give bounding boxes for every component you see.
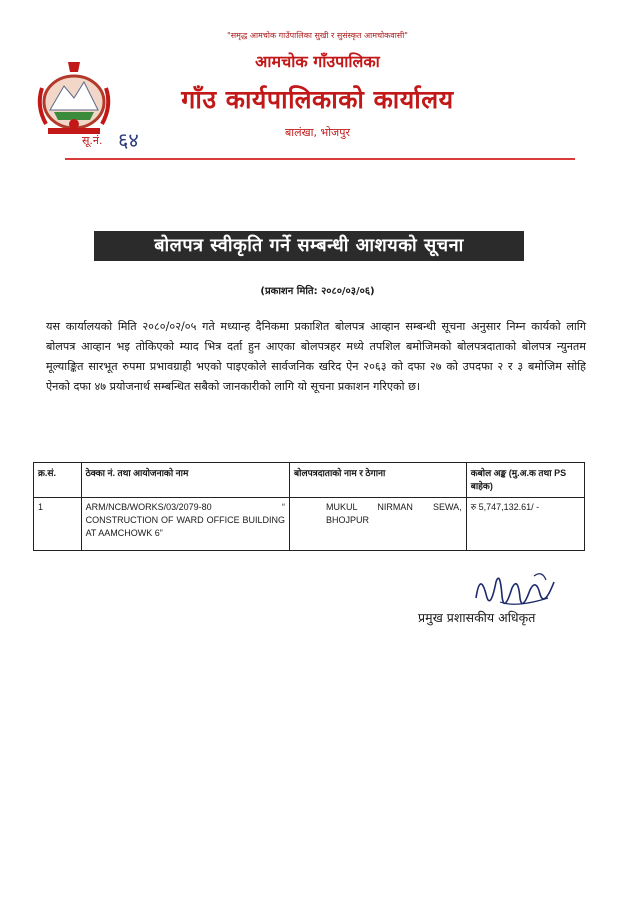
reference-label: सू.नं. bbox=[82, 134, 103, 147]
contract-cell bbox=[81, 498, 289, 551]
office-motto: "समृद्ध आमचोक गाउँपालिका सुखी र सुसंस्कृत आमचोकवासी" bbox=[227, 31, 408, 40]
office-name: आमचोक गाँउपालिका bbox=[255, 52, 380, 71]
bidder-cell bbox=[290, 498, 467, 551]
office-title: गाँउ कार्यपालिकाको कार्यालय bbox=[181, 85, 454, 114]
amount-cell: रु 5,747,132.61/ - bbox=[466, 498, 584, 551]
bidder-name: MUKUL NIRMAN SEWA, BHOJPUR bbox=[326, 502, 462, 525]
signatory-designation: प्रमुख प्रशासकीय अधिकृत bbox=[418, 610, 536, 625]
notice-heading: बोलपत्र स्वीकृति गर्ने सम्बन्धी आशयको सूचना bbox=[94, 231, 524, 261]
office-address: बालंखा, भोजपुर bbox=[285, 126, 350, 139]
notice-body: यस कार्यालयको मिति २०८०/०२/०५ गते मध्यान्ह दैनिकमा प्रकाशित बोलपत्र आव्हान सम्बन्धी सूचना अनुसार निम्न कार्यको लागि बोलपत्र आव्हान भइ तोकिएको म्याद भित्र दर्ता हुन आएका बोलपत्रहर मध्ये तपशिल बमोजिमको बोलपत्रदाताको बोलपत्र न्युनतम मूल्याङ्कित सारभूत रुपमा प्रभावग्राही भएको पाइएकोले सार्वजनिक खरिद ऐन २०६३ को दफा २७ को उपदफा २ र ३ बमोजिम सोहि ऐनको दफा ४७ प्रयोजनार्थ सम्बन्धित सबैको जानकारीको लागि यो सूचना प्रकाशन गरिएको छ। bbox=[46, 320, 586, 393]
serial-cell: 1 bbox=[34, 498, 82, 551]
project-name: CONSTRUCTION OF WARD OFFICE BUILDING AT AAMCHOWK 6” bbox=[85, 515, 286, 538]
table-row bbox=[34, 498, 585, 551]
contract-number: ARM/NCB/WORKS/03/2079-80 bbox=[85, 502, 212, 512]
header-divider bbox=[65, 158, 575, 160]
header-serial: क्र.सं. bbox=[34, 463, 82, 498]
publication-date: (प्रकाशन मिति: २०८०/०३/०६) bbox=[260, 286, 375, 297]
header-amount: कबोल अङ्क (मु.अ.क तथा PS बाहेक) bbox=[466, 463, 584, 498]
header-bidder: बोलपत्रदाताको नाम र ठेगाना bbox=[290, 463, 467, 498]
quote-mark: “ bbox=[282, 502, 286, 512]
table-header-row bbox=[34, 463, 585, 498]
reference-number: ६४ bbox=[118, 128, 139, 152]
header-contract: ठेक्का नं. तथा आयोजनाको नाम bbox=[81, 463, 289, 498]
bid-table bbox=[33, 462, 585, 551]
